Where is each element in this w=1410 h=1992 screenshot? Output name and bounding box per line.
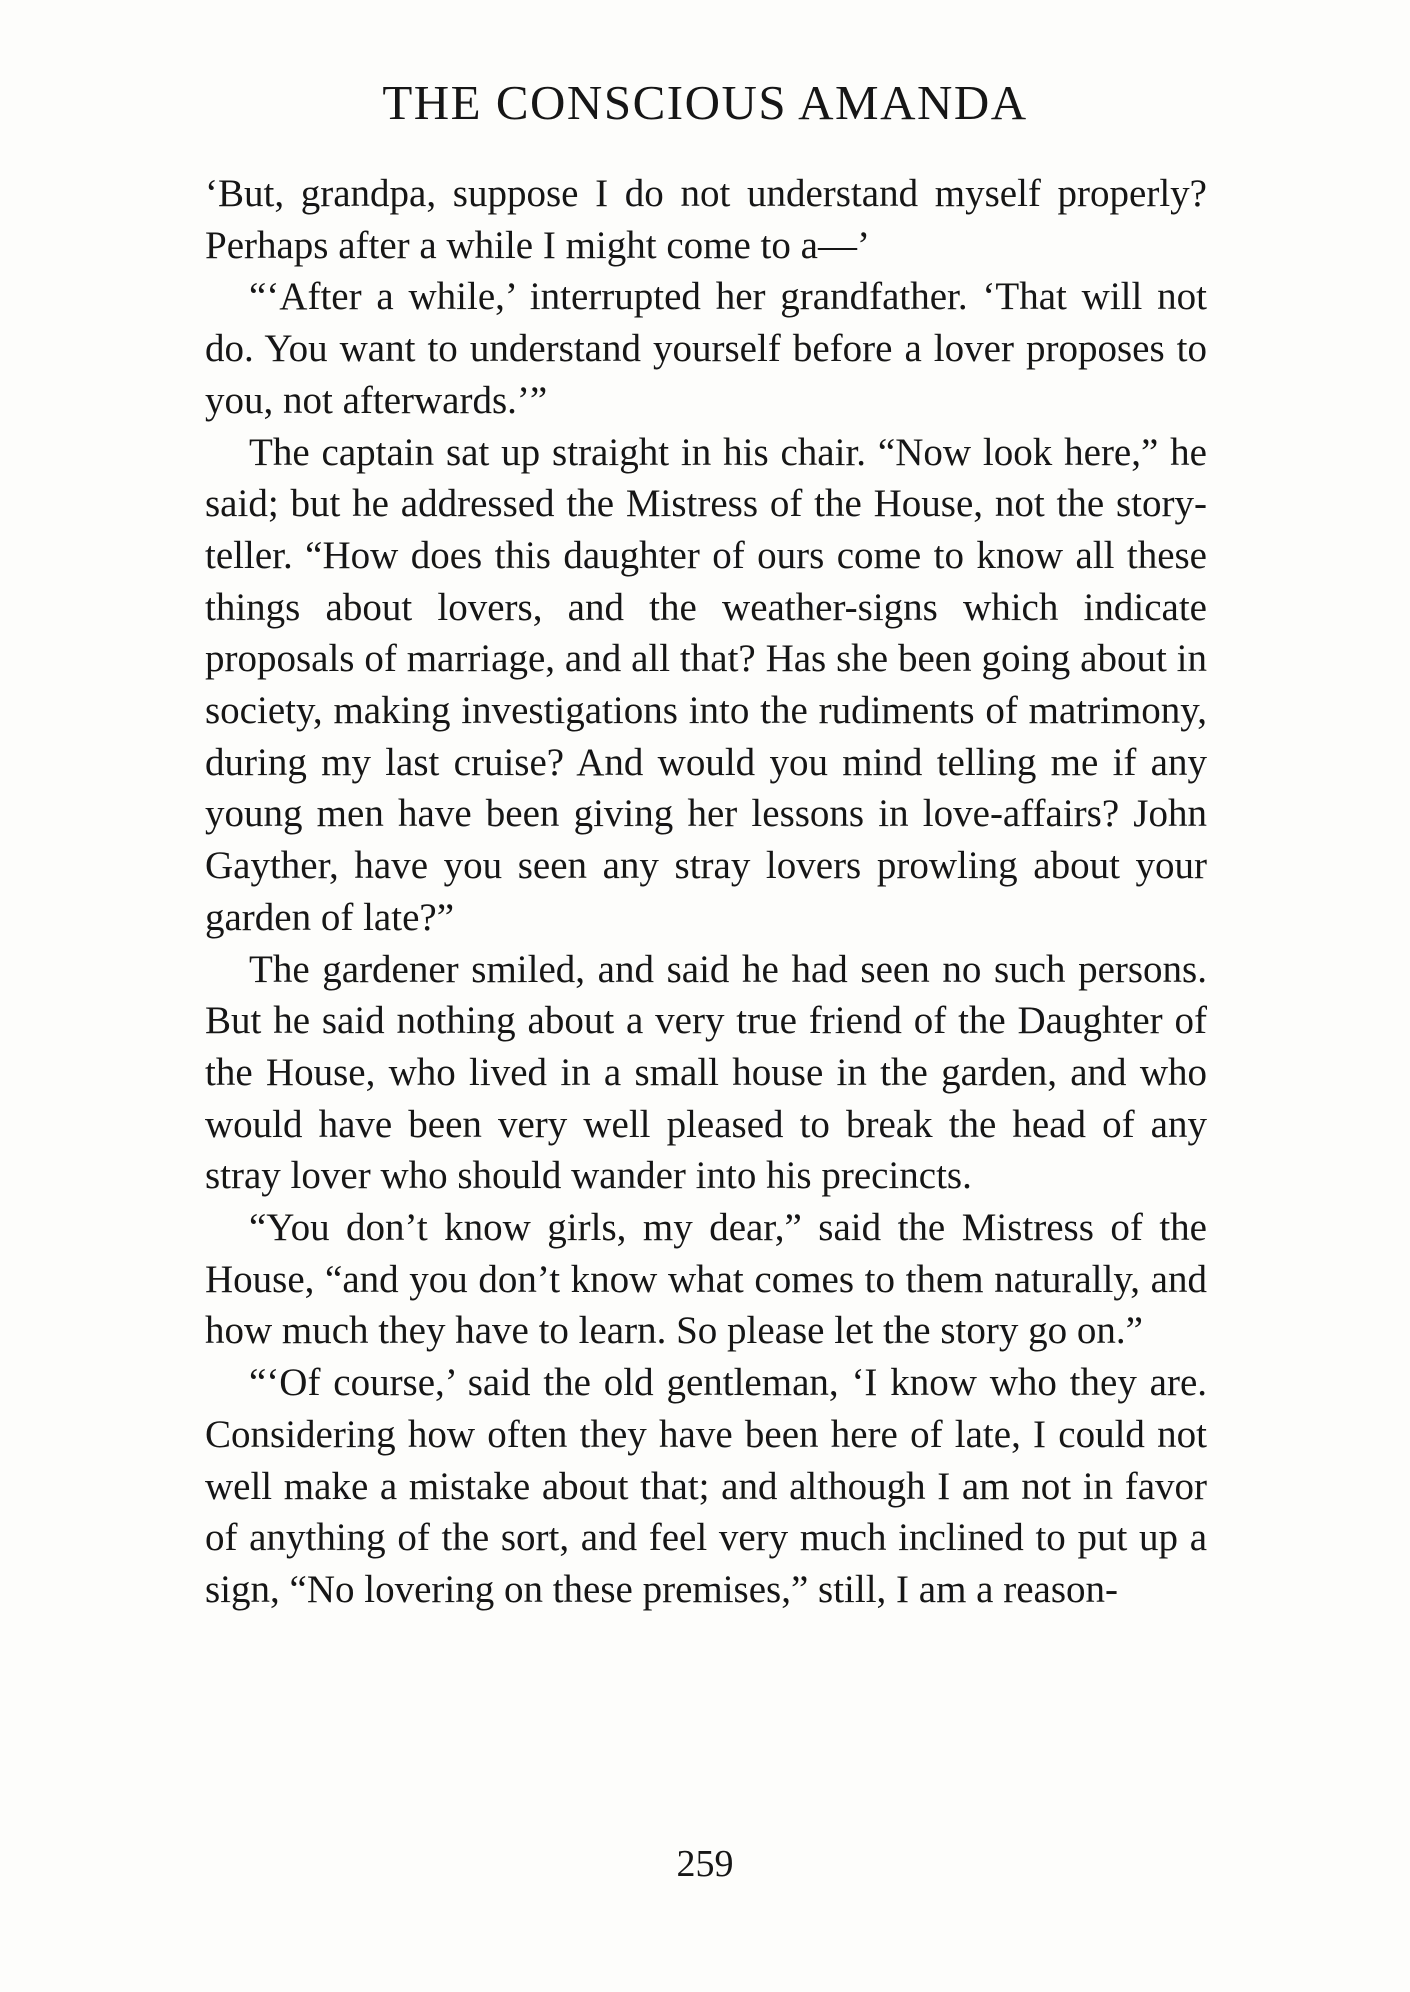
page-number: 259	[676, 1843, 734, 1885]
paragraph-5: “You don’t know girls, my dear,” said the Mistress of the House, “and you don’t know what comes to them naturally, and how much they have to learn. So please let the story go on.”	[205, 1206, 1207, 1353]
paragraph-2: “‘After a while,’ interrupted her grandfather. ‘That will not do. You want to understand yourself before a lover proposes to you, not afterwards.’”	[205, 275, 1207, 422]
body-text	[205, 168, 1207, 1616]
paragraph-3: The captain sat up straight in his chair. “Now look here,” he said; but he addressed the Mistress of the House, not the story-teller. “How does this daughter of ours come to know all these things about lovers, and the weather-signs which indicate proposals of marriage, and all that? Has she been going about in society, making investigations into the rudiments of matrimony, during my last cruise? And would you mind telling me if any young men have been giving her lessons in love-affairs? John Gayther, have you seen any stray lovers prowling about your garden of late?”	[205, 430, 1207, 939]
paragraph-6: “‘Of course,’ said the old gentleman, ‘I know who they are. Considering how often they have been here of late, I could not well make a mistake about that; and although I am not in favor of anything of the sort, and feel very much inclined to put up a sign, “No lovering on these premises,” still, I am a reason-	[205, 1361, 1207, 1611]
running-head: THE CONSCIOUS AMANDA	[382, 75, 1028, 130]
paragraph-4: The gardener smiled, and said he had seen no such persons. But he said nothing about a very true friend of the Daughter of the House, who lived in a small house in the garden, and who would have been very well pleased to break the head of any stray lover who should wander into his precincts.	[205, 947, 1207, 1198]
paragraph-1: ‘But, grandpa, suppose I do not understand myself properly? Perhaps after a while I might come to a—’	[205, 172, 1207, 267]
